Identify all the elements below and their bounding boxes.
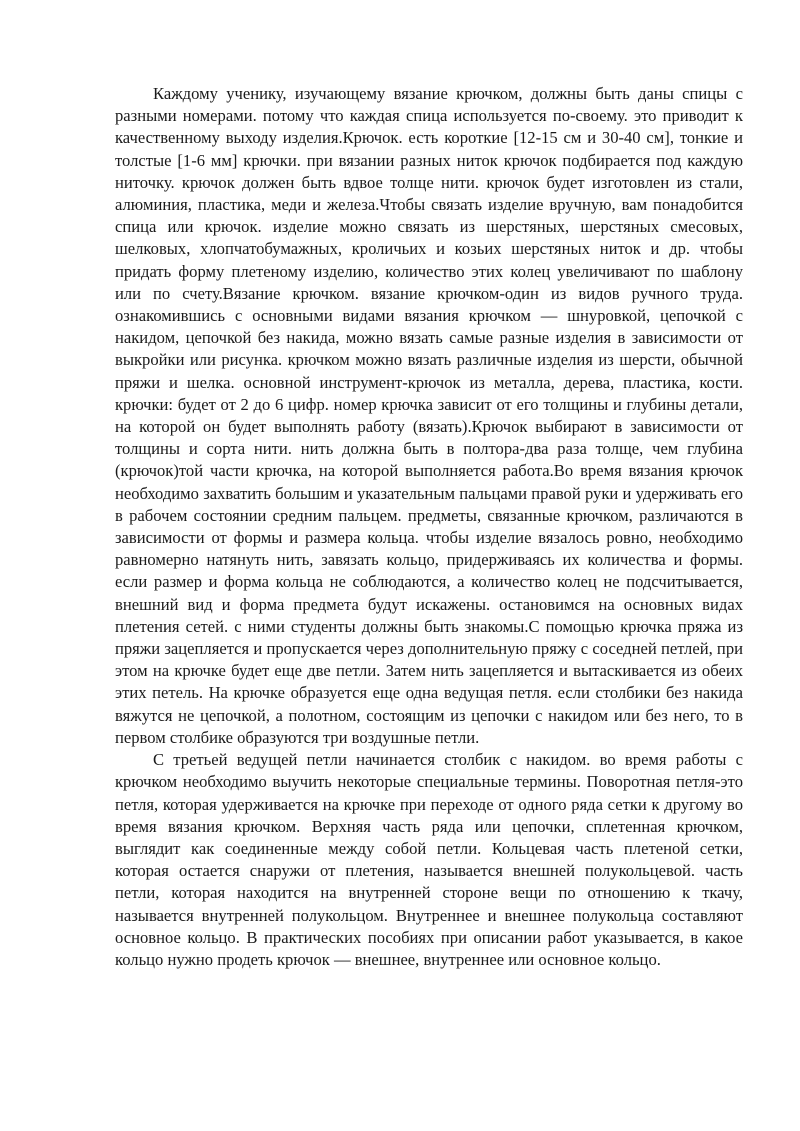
body-text	[115, 83, 743, 971]
paragraph-1: Каждому ученику, изучающему вязание крючком, должны быть даны спицы с разными номерами. потому что каждая спица используется по-своему. это приводит к качественному выходу изделия.Крючок. есть короткие [12-15 см и 30-40 см], тонкие и толстые [1-6 мм] крючки. при вязании разных ниток крючок подбирается под каждую ниточку. крючок должен быть вдвое толще нити. крючок будет изготовлен из стали, алюминия, пластика, меди и железа.Чтобы связать изделие вручную, вам понадобится спица или крючок. изделие можно связать из шерстяных, шерстяных смесовых, шелковых, хлопчатобумажных, кроличьих и козьих шерстяных ниток и др. чтобы придать форму плетеному изделию, количество этих колец увеличивают по шаблону или по счету.Вязание крючком. вязание крючком-один из видов ручного труда. ознакомившись с основными видами вязания крючком — шнуровкой, цепочкой с накидом, цепочкой без накида, можно вязать самые разные изделия в зависимости от выкройки или рисунка. крючком можно вязать различные изделия из шерсти, обычной пряжи и шелка. основной инструмент-крючок из металла, дерева, пластика, кости. крючки: будет от 2 до 6 цифр. номер крючка зависит от его толщины и глубины детали, на которой он будет выполнять работу (вязать).Крючок выбирают в зависимости от толщины и сорта нити. нить должна быть в полтора-два раза толще, чем глубина (крючок)той части крючка, на которой выполняется работа.Во время вязания крючок необходимо захватить большим и указательным пальцами правой руки и удерживать его в рабочем состоянии средним пальцем. предметы, связанные крючком, различаются в зависимости от формы и размера кольца. чтобы изделие вязалось ровно, необходимо равномерно натянуть нить, завязать кольцо, придерживаясь их количества и формы. если размер и форма кольца не соблюдаются, а количество колец не подсчитывается, внешний вид и форма предмета будут искажены. остановимся на основных видах плетения сетей. с ними студенты должны быть знакомы.С помощью крючка пряжа из пряжи зацепляется и пропускается через дополнительную пряжу с соседней петлей, при этом на крючке будет еще две петли. Затем нить зацепляется и вытаскивается из обеих этих петель. На крючке образуется еще одна ведущая петля. если столбики без накида вяжутся не цепочкой, а полотном, состоящим из цепочки с накидом или без него, то в первом столбике образуются три воздушные петли.	[115, 84, 743, 747]
paragraph-2: С третьей ведущей петли начинается столбик с накидом. во время работы с крючком необходимо выучить некоторые специальные термины. Поворотная петля-это петля, которая удерживается на крючке при переходе от одного ряда сетки к другому во время вязания крючком. Верхняя часть ряда или цепочки, сплетенная крючком, выглядит как соединенные между собой петли. Кольцевая часть плетеной сетки, которая остается снаружи от плетения, называется внешней полукольцевой. часть петли, которая находится на внутренней стороне вещи по отношению к ткачу, называется внутренней полукольцом. Внутреннее и внешнее полукольца составляют основное кольцо. В практических пособиях при описании работ указывается, в какое кольцо нужно продеть крючок — внешнее, внутреннее или основное кольцо.	[115, 750, 743, 969]
